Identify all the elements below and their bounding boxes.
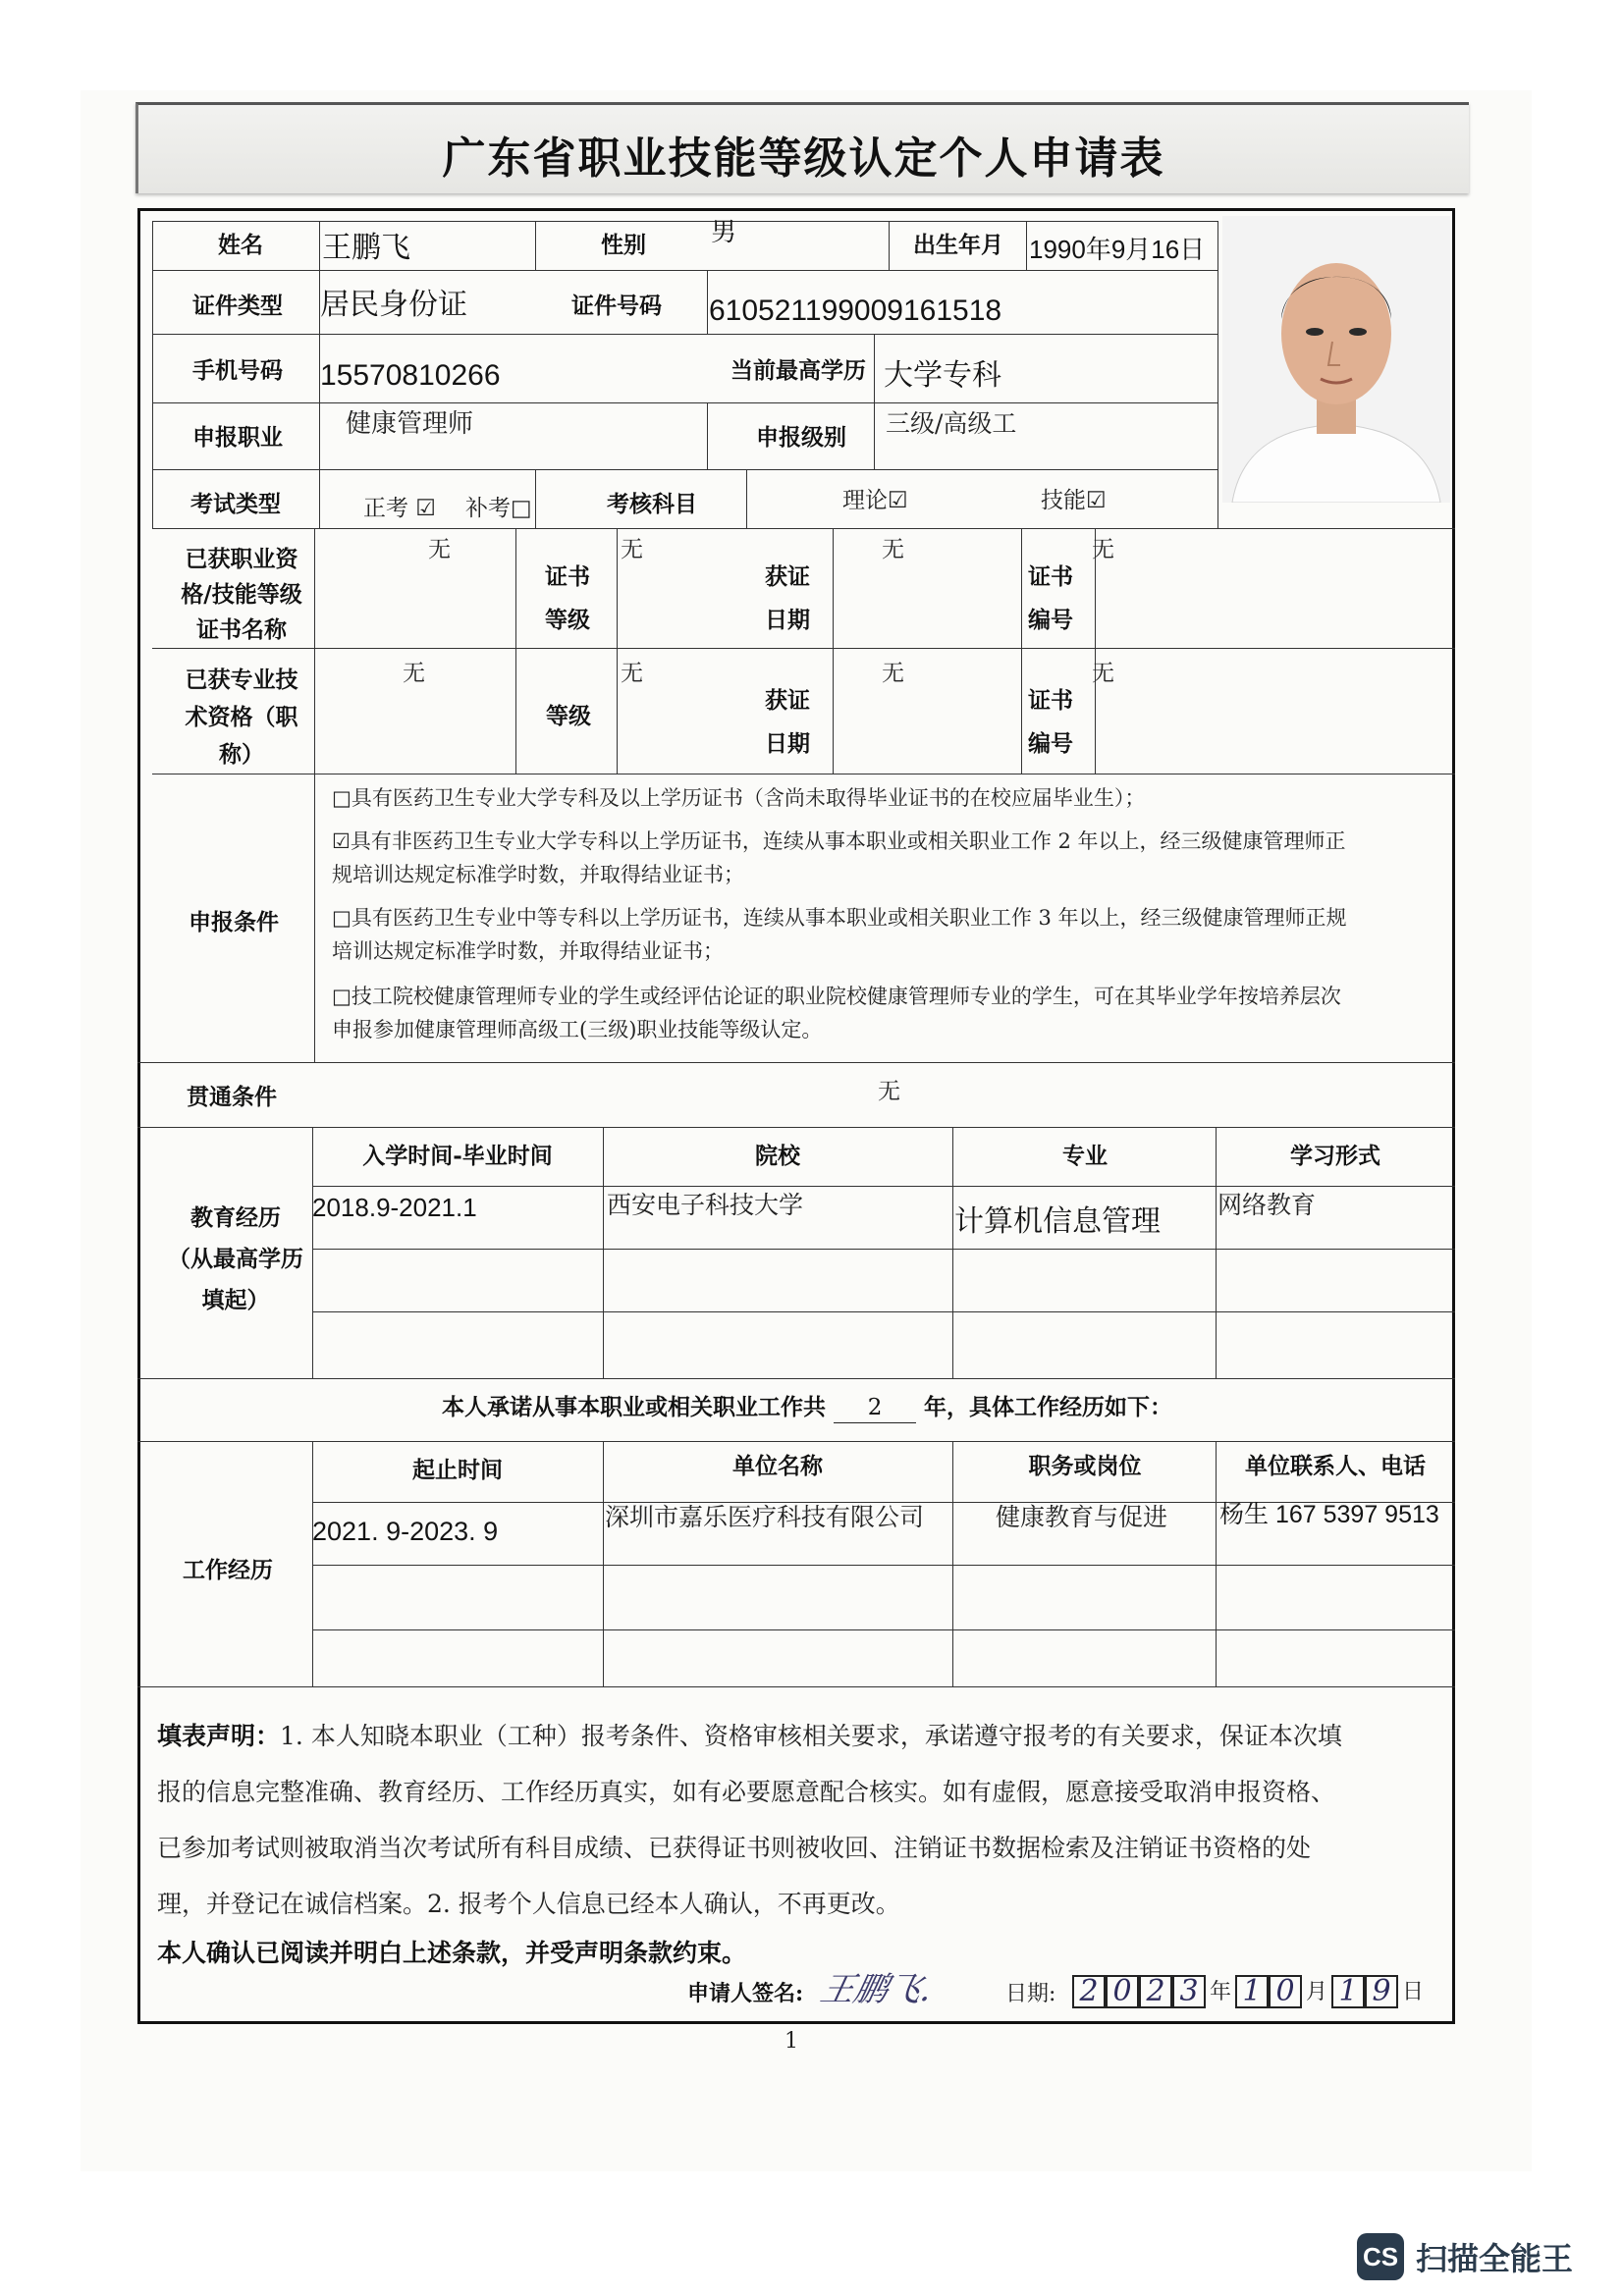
year-digit-1: 2 (1072, 1975, 1106, 2008)
work-commit-years: 2 (834, 1394, 916, 1423)
edu-header-school: 院校 (755, 1143, 800, 1169)
edu-row-major: 计算机信息管理 (954, 1205, 1161, 1238)
value-education: 大学专科 (884, 359, 1001, 392)
label-title-no-line2: 编号 (1028, 730, 1073, 757)
title-bar (135, 102, 1469, 193)
label-edu-line3: 填起） (201, 1287, 270, 1313)
label-cert-name-line2: 格/技能等级 (181, 581, 302, 608)
edu-header-period: 入学时间-毕业时间 (362, 1143, 553, 1169)
label-id-type: 证件类型 (192, 293, 283, 319)
date-label: 日期: (1005, 1982, 1056, 2006)
label-cert-level (528, 556, 607, 642)
label-title-no-line1: 证书 (1028, 687, 1073, 714)
exam-regular-checkbox: 正考 ☑ (363, 496, 436, 521)
day-digit-2: 9 (1365, 1975, 1398, 2008)
value-occupation: 健康管理师 (346, 409, 474, 439)
label-title-date (748, 679, 827, 766)
grid-h-line (152, 469, 1217, 470)
label-cert-date (748, 556, 827, 642)
declaration-label: 填表声明： (157, 1722, 281, 1750)
grid-h-line (152, 221, 1217, 222)
value-cert-name: 无 (428, 537, 451, 562)
condition-2 (332, 825, 1346, 891)
grid-v-line (535, 221, 536, 270)
edu-header-mode: 学习形式 (1290, 1143, 1380, 1169)
year-digit-4: 3 (1172, 1975, 1206, 2008)
label-title-qual-line3: 称） (219, 741, 264, 768)
applicant-signature: 王鹏飞. (816, 1970, 937, 2009)
condition-2-line2: 规培训达规定标准学时数，并取得结业证书； (332, 863, 744, 886)
condition-1 (332, 785, 1145, 811)
value-id-type: 居民身份证 (320, 289, 467, 321)
day-unit: 日 (1402, 1980, 1425, 2004)
work-header-employer: 单位名称 (732, 1453, 823, 1479)
camscanner-logo-icon: CS (1357, 2233, 1404, 2280)
grid-h-line (152, 648, 1455, 649)
value-phone: 15570810266 (320, 359, 501, 392)
label-title-date-line2: 日期 (765, 730, 810, 757)
grid-h-line (152, 334, 1217, 335)
condition-2-line1: ☑具有非医药卫生专业大学专科以上学历证书，连续从事本职业或相关职业工作 2 年以上，经三级健康管理师正 (332, 829, 1346, 853)
grid-h-line (137, 1062, 1455, 1063)
work-header-position: 职务或岗位 (1028, 1453, 1142, 1479)
value-title-date: 无 (882, 661, 904, 686)
label-edu-line1: 教育经历 (190, 1204, 281, 1231)
declaration-line4: 理，并登记在诚信档案。2. 报考个人信息已经本人确认，不再更改。 (157, 1890, 900, 1918)
label-cert-name-line1: 已获职业资 (185, 546, 298, 572)
value-through: 无 (878, 1079, 900, 1104)
page-number: 1 (784, 2029, 798, 2054)
label-edu-line2: （从最高学历 (168, 1246, 303, 1272)
label-cert-level-line2: 等级 (545, 607, 590, 633)
declaration-line2: 报的信息完整准确、教育经历、工作经历真实，如有必要愿意配合核实。如有虚假，愿意接受取消申报资格、 (157, 1778, 1336, 1806)
person-photo-icon (1222, 216, 1450, 503)
grid-v-line (707, 270, 708, 334)
work-header-contact: 单位联系人、电话 (1245, 1453, 1426, 1479)
grid-v-line (952, 1441, 953, 1686)
edu-row-period: 2018.9-2021.1 (312, 1193, 477, 1222)
subject-skill-checkbox: 技能☑ (1041, 488, 1107, 513)
app-name: 扫描全能王 (1416, 2241, 1574, 2276)
label-conditions: 申报条件 (189, 909, 279, 935)
grid-v-line (535, 469, 536, 528)
applicant-photo (1222, 216, 1450, 503)
value-cert-no: 无 (1092, 537, 1114, 562)
grid-h-line (312, 1565, 1455, 1566)
edu-row-mode: 网络教育 (1217, 1191, 1317, 1219)
grid-h-line (137, 1686, 1455, 1687)
work-row-period: 2021. 9-2023. 9 (312, 1517, 499, 1546)
condition-3-line1: □具有医药卫生专业中等专科以上学历证书，连续从事本职业或相关职业工作 3 年以上，经三级健康管理师正规 (332, 906, 1347, 930)
value-title-name: 无 (403, 661, 425, 686)
grid-v-line (1095, 528, 1096, 774)
label-id-number: 证件号码 (571, 293, 662, 319)
condition-3 (332, 901, 1347, 968)
label-occupation: 申报职业 (192, 424, 283, 451)
grid-v-line (874, 334, 875, 469)
declaration (157, 1708, 1342, 1932)
grid-v-line (707, 402, 708, 469)
value-title-no: 无 (1092, 661, 1114, 686)
value-gender: 男 (711, 217, 737, 246)
grid-h-line (312, 1629, 1455, 1630)
label-education-history (157, 1198, 314, 1321)
grid-h-line (137, 1378, 1455, 1379)
value-birth: 1990年9月16日 (1029, 235, 1206, 264)
work-commitment (442, 1394, 1172, 1423)
work-commit-suffix: 年，具体工作经历如下： (924, 1394, 1173, 1420)
declaration-line3: 已参加考试则被取消当次考试所有科目成绩、已获得证书则被收回、注销证书数据检索及注销证书资格的处 (157, 1834, 1312, 1862)
edu-row-school: 西安电子科技大学 (607, 1191, 804, 1219)
month-digit-2: 0 (1269, 1975, 1302, 2008)
condition-1-line1: □具有医药卫生专业大学专科及以上学历证书（含尚未取得毕业证书的在校应届毕业生）； (332, 786, 1146, 810)
label-cert-no-line2: 编号 (1028, 607, 1073, 633)
day-digit-1: 1 (1331, 1975, 1365, 2008)
grid-h-line (312, 1127, 1455, 1128)
edu-header-major: 专业 (1062, 1143, 1108, 1169)
year-digit-3: 2 (1139, 1975, 1172, 2008)
label-cert-date-line2: 日期 (765, 607, 810, 633)
label-phone: 手机号码 (192, 357, 283, 384)
label-grade: 等级 (546, 703, 591, 729)
label-gender: 性别 (601, 232, 646, 258)
work-commit-prefix: 本人承诺从事本职业或相关职业工作共 (442, 1394, 826, 1420)
exam-makeup-checkbox: 补考□ (465, 496, 532, 521)
declaration-line1: 1. 本人知晓本职业（工种）报考条件、资格审核相关要求，承诺遵守报考的有关要求，保证本次填 (280, 1722, 1342, 1750)
condition-4-line1: □技工院校健康管理师专业的学生或经评估论证的职业院校健康管理师专业的学生，可在其毕业学年按培养层次 (332, 985, 1341, 1008)
grid-h-line (312, 1249, 1455, 1250)
value-name: 王鹏飞 (322, 232, 410, 264)
work-header-period: 起止时间 (412, 1457, 503, 1483)
label-level: 申报级别 (756, 424, 846, 451)
label-birth: 出生年月 (913, 232, 1003, 258)
condition-4-line2: 申报参加健康管理师高级工(三级)职业技能等级认定。 (332, 1018, 823, 1041)
grid-h-line (152, 270, 1217, 271)
value-level: 三级/高级工 (886, 409, 1017, 438)
value-title-level: 无 (621, 661, 643, 686)
label-title-no (1011, 679, 1090, 766)
grid-v-line (1217, 221, 1218, 528)
grid-v-line (617, 528, 618, 774)
grid-h-line (312, 1186, 1455, 1187)
condition-4 (332, 980, 1341, 1046)
label-cert-name (167, 542, 316, 648)
work-row-position: 健康教育与促进 (996, 1503, 1168, 1531)
form-title: 广东省职业技能等级认定个人申请表 (442, 133, 1165, 184)
grid-v-line (833, 528, 834, 774)
grid-v-line (952, 1127, 953, 1378)
work-row-employer: 深圳市嘉乐医疗科技有限公司 (605, 1503, 925, 1531)
grid-v-line (1026, 221, 1027, 270)
label-exam-subject: 考核科目 (607, 491, 697, 517)
label-cert-no-line1: 证书 (1028, 563, 1073, 590)
label-cert-name-line3: 证书名称 (196, 616, 287, 643)
value-cert-date: 无 (882, 537, 904, 562)
work-row-contact: 杨生 167 5397 9513 (1219, 1501, 1439, 1528)
grid-h-line (152, 402, 1217, 403)
label-title-qual-line2: 术资格（职 (185, 704, 298, 730)
signature-label: 申请人签名: (687, 1981, 804, 2006)
label-title-qualification (167, 662, 316, 774)
year-digit-2: 0 (1106, 1975, 1139, 2008)
subject-theory-checkbox: 理论☑ (842, 488, 908, 513)
value-cert-level: 无 (621, 537, 643, 562)
label-cert-no (1011, 556, 1090, 642)
grid-v-line (746, 469, 747, 528)
month-digit-1: 1 (1235, 1975, 1269, 2008)
condition-3-line2: 培训达规定标准学时数，并取得结业证书； (332, 939, 724, 963)
label-cert-date-line1: 获证 (765, 563, 810, 590)
label-work-history: 工作经历 (183, 1557, 273, 1583)
month-unit: 月 (1306, 1980, 1328, 2004)
label-cert-level-line1: 证书 (545, 563, 590, 590)
label-title-date-line1: 获证 (765, 687, 810, 714)
declaration-confirm: 本人确认已阅读并明白上述条款，并受声明条款约束。 (157, 1939, 747, 1967)
label-exam-type: 考试类型 (190, 491, 281, 517)
label-through: 贯通条件 (187, 1084, 277, 1110)
grid-h-line (152, 528, 1455, 529)
year-unit: 年 (1210, 1980, 1232, 2004)
grid-v-line (889, 221, 890, 270)
value-id-number: 610521199009161518 (709, 294, 1002, 327)
label-name: 姓名 (218, 232, 263, 258)
grid-h-line (312, 1311, 1455, 1312)
label-education: 当前最高学历 (730, 357, 866, 384)
grid-v-line (152, 221, 153, 528)
grid-h-line (312, 1441, 1455, 1442)
grid-v-line (515, 528, 516, 774)
label-title-qual-line1: 已获专业技 (185, 667, 298, 693)
